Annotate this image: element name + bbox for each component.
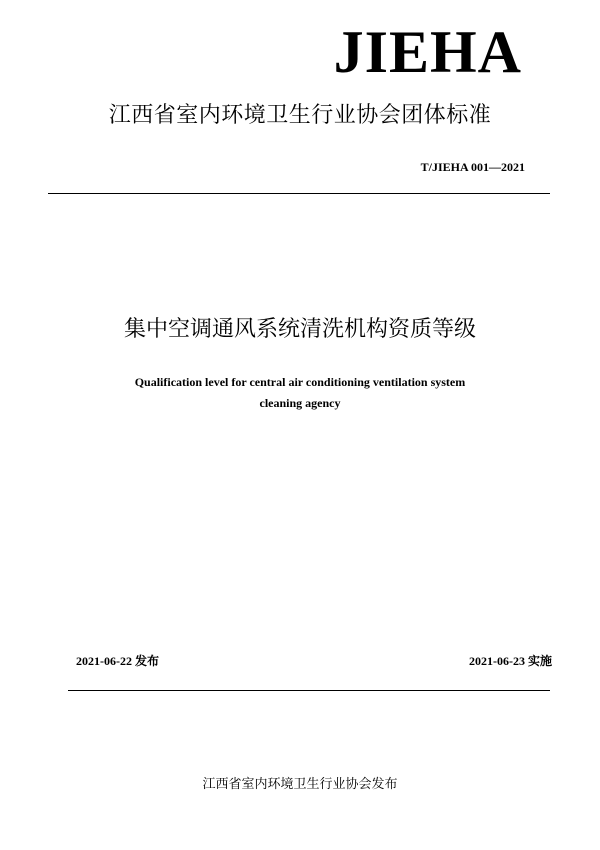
issuing-organization: 江西省室内环境卫生行业协会发布 bbox=[202, 777, 398, 792]
english-document-title bbox=[0, 372, 600, 414]
bottom-divider bbox=[68, 690, 550, 691]
implementation-date: 2021-06-23 实施 bbox=[469, 654, 552, 668]
top-divider bbox=[48, 193, 550, 194]
english-title-line-2: cleaning agency bbox=[259, 396, 341, 410]
organization-standard-title: 江西省室内环境卫生行业协会团体标准 bbox=[108, 103, 492, 128]
chinese-document-title: 集中空调通风系统清洗机构资质等级 bbox=[123, 317, 476, 342]
standard-code: T/JIEHA 001—2021 bbox=[420, 160, 525, 174]
publish-date: 2021-06-22 发布 bbox=[76, 654, 159, 668]
english-title-line-1: Qualification level for central air conditioning ventilation system bbox=[134, 375, 466, 389]
jieha-logo: JIEHA bbox=[333, 19, 522, 85]
